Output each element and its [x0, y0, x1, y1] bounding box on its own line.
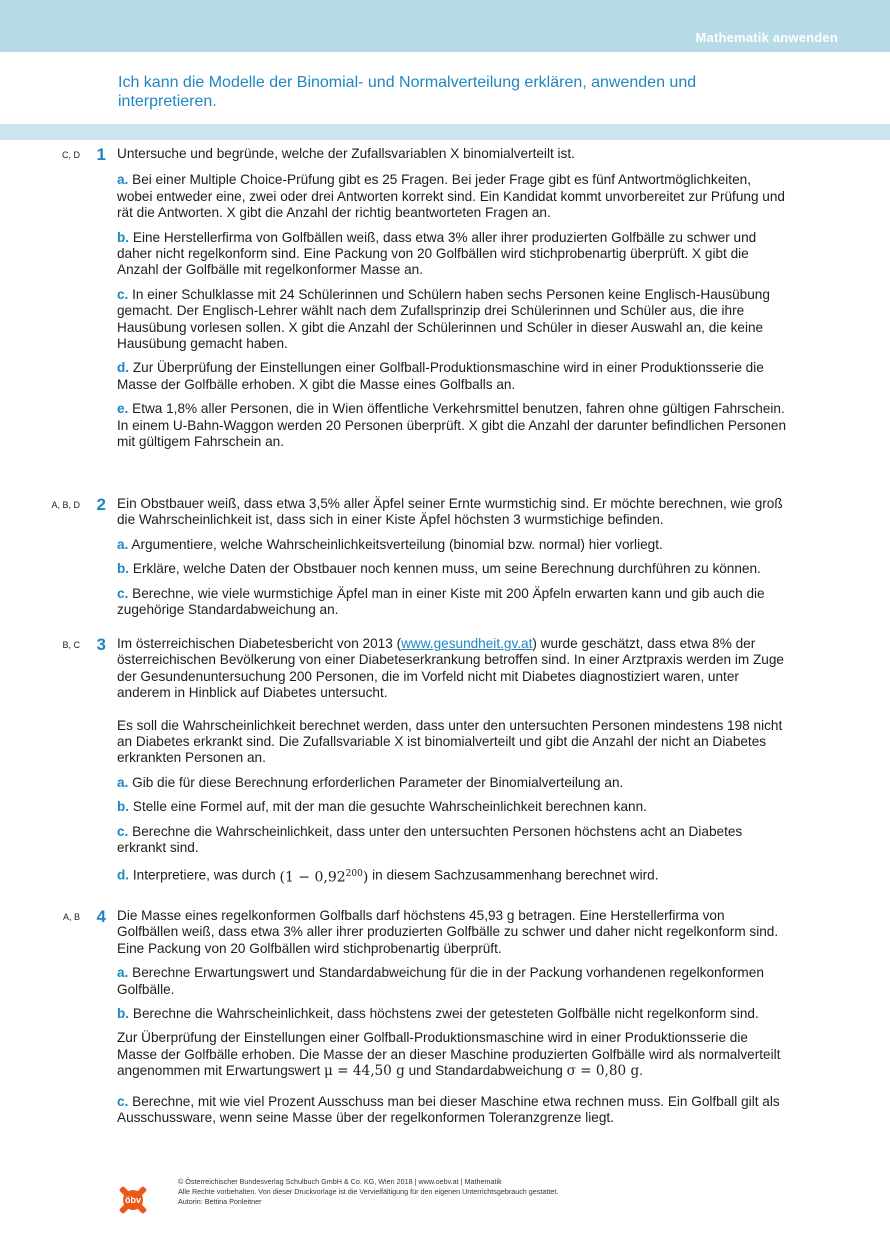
intro-text: ) wurde geschätzt, dass etwa 8% der österreichischen Bevölkerung von einer Diabeteserkrankung betroffen sind. In einer Arztpraxis werden im Zuge der Gesundenuntersuchung 200 Personen, die im Vorfeld nicht mit Diabetes diagnostiziert waren, unter anderem in Hinblick auf Diabetes untersucht.: [117, 636, 784, 701]
task-label: c.: [117, 286, 129, 302]
exercise-body: [117, 636, 789, 895]
banner-title: Mathematik anwenden: [695, 30, 838, 45]
task-text: Berechne die Wahrscheinlichkeit, dass höchstens zwei der getesteten Golfbälle nicht regelkonform sind.: [132, 1006, 759, 1022]
task-text: Etwa 1,8% aller Personen, die in Wien öffentliche Verkehrsmittel benutzen, fahren ohne gültigen Fahrschein. In einem U-Bahn-Waggon werden 20 Personen überprüft. X gibt die Anzahl der darunter befindlichen Personen mit gültigem Fahrschein an.: [117, 401, 787, 450]
footer-line: © Österreichischer Bundesverlag Schulbuch GmbH & Co. KG, Wien 2018 | www.oebv.at | Mathematik: [178, 1177, 502, 1186]
task-text: in diesem Sachzusammenhang berechnet wird.: [372, 868, 659, 884]
exercise-intro-2: [117, 1030, 789, 1079]
task-label: a.: [117, 965, 129, 981]
exercise-number: 4: [96, 907, 106, 926]
exercise-body: [117, 496, 789, 626]
source-link[interactable]: www.gesundheit.gv.at: [401, 636, 533, 651]
exercise-intro: Untersuche und begründe, welche der Zufallsvariablen X binomialverteilt ist.: [117, 146, 575, 161]
task-b: [117, 799, 789, 815]
task-label: a.: [117, 536, 129, 552]
task-label: d.: [117, 868, 130, 884]
task-label: c.: [117, 1093, 129, 1109]
mu-formula: μ = 44,50 g: [324, 1063, 405, 1080]
task-d: [117, 360, 789, 393]
task-label: a.: [117, 172, 129, 188]
exercise-tags: A, B: [62, 912, 80, 922]
exercise-tags: A, B, D: [51, 500, 80, 510]
sigma-formula: σ = 0,80 g: [566, 1063, 640, 1080]
task-a: [117, 537, 789, 553]
header-divider-band: [0, 124, 890, 140]
footer-line: Autorin: Bettina Ponleitner: [178, 1197, 262, 1206]
exercise-number: 1: [96, 145, 106, 164]
exercise-number: 2: [96, 495, 106, 514]
task-a: [117, 775, 789, 791]
task-text: Berechne Erwartungswert und Standardabweichung für die in der Packung vorhandenen regelkonformen Golfbälle.: [117, 965, 764, 997]
task-text: Gib die für diese Berechnung erforderlichen Parameter der Binomialverteilung an.: [132, 774, 624, 790]
exercise-number: 3: [96, 635, 106, 654]
exercise-intro: [117, 636, 789, 702]
task-label: d.: [117, 360, 130, 376]
exercise-tags: C, D: [62, 150, 80, 160]
task-e: [117, 401, 789, 450]
logo-text: öbv: [124, 1195, 142, 1205]
formula-exponent: 200: [345, 869, 363, 880]
exercise-tags: B, C: [62, 640, 80, 650]
header-banner: [0, 0, 890, 52]
exercise-intro: Die Masse eines regelkonformen Golfballs darf höchstens 45,93 g betragen. Eine Herstellerfirma von Golfbällen weiß, dass etwa 3% aller ihrer produzierten Golfbälle zu schwer und daher nicht regelkonform sind. Eine Packung von 20 Golfbällen wird stichprobenartig überprüft.: [117, 908, 779, 956]
task-label: b.: [117, 229, 130, 245]
task-label: c.: [117, 585, 129, 601]
task-c: [117, 586, 789, 619]
task-text: Argumentiere, welche Wahrscheinlichkeitsverteilung (binomial bzw. normal) hier vorliegt.: [131, 536, 663, 552]
task-c: [117, 824, 789, 857]
task-text: Zur Überprüfung der Einstellungen einer Golfball-Produktionsmaschine wird in einer Produktionsserie die Masse der Golfbälle erhoben. X gibt die Masse eines Golfballs an.: [117, 360, 764, 392]
task-label: b.: [117, 799, 130, 815]
task-text: Berechne, wie viele wurmstichige Äpfel man in einer Kiste mit 200 Äpfeln erwarten kann und gib auch die zugehörige Standardabweichung an.: [117, 585, 765, 618]
task-label: b.: [117, 561, 130, 577]
task-text: Eine Herstellerfirma von Golfbällen weiß, dass etwa 3% aller ihrer produzierten Golfbälle zu schwer und daher nicht regelkonform sind. Eine Packung von 20 Golfbällen wird stichprobenartig überprüft. X gibt die Anzahl der Golfbälle mit regelkonformer Masse an.: [117, 229, 757, 278]
formula: $(1 - 0,92^{200})$: [279, 869, 369, 887]
task-b: [117, 561, 789, 577]
task-text: Berechne die Wahrscheinlichkeit, dass unter den untersuchten Personen höchstens acht an Diabetes erkrankt sind.: [117, 823, 743, 856]
task-text: Interpretiere, was durch: [132, 868, 276, 884]
task-c: [117, 1094, 789, 1127]
intro-text: Zur Überprüfung der Einstellungen einer Golfball-Produktionsmaschine wird in einer Produktionsserie die Masse der Golfbälle erhoben. Die Masse der an dieser Maschine produzierten Golfbälle wird als normalverteilt angenommen mit Erwartungswert: [117, 1030, 781, 1079]
task-text: Erkläre, welche Daten der Obstbauer noch kennen muss, um seine Berechnung durchführen zu können.: [132, 561, 761, 577]
oebv-logo-icon: [116, 1183, 150, 1217]
task-text: Bei einer Multiple Choice-Prüfung gibt es 25 Fragen. Bei jeder Frage gibt es fünf Antwortmöglichkeiten, wobei entweder eine, zwei oder drei Antworten korrekt sind. Ein Kandidat kommt unvorbereitet zur Prüfung und rät die Antworten. X gibt die Anzahl der richtig beantworteten Fragen an.: [117, 172, 785, 221]
intro-text: Im österreichischen Diabetesbericht von 2013 (: [117, 636, 402, 651]
task-label: b.: [117, 1006, 130, 1022]
task-a: [117, 965, 789, 998]
intro-text: und Standardabweichung: [408, 1063, 563, 1079]
exercise-intro: Ein Obstbauer weiß, dass etwa 3,5% aller Äpfel seiner Ernte wurmstichig sind. Er möchte berechnen, wie groß die Wahrscheinlichkeit ist, dass sich in einer Kiste Äpfel höchsten 3 wurmstichige befinden.: [117, 496, 783, 528]
footer-legal: [178, 1177, 698, 1207]
learning-goal: Ich kann die Modelle der Binomial- und Normalverteilung erklären, anwenden und interpretieren.: [118, 74, 697, 110]
exercise-intro-2: Es soll die Wahrscheinlichkeit berechnet werden, dass unter den untersuchten Personen mindestens 198 nicht an Diabetes erkrankt sind. Die Zufallsvariable X ist binomialverteilt und gibt die Anzahl der nicht an Diabetes erkrankten Personen an.: [117, 717, 783, 766]
task-b: [117, 230, 789, 279]
footer-line: Alle Rechte vorbehalten. Von dieser Druckvorlage ist die Vervielfältigung für den eigenen Unterrichtsgebrauch gestattet.: [178, 1187, 559, 1196]
task-text: Stelle eine Formel auf, mit der man die gesuchte Wahrscheinlichkeit berechnen kann.: [132, 799, 647, 815]
task-text: Berechne, mit wie viel Prozent Ausschuss man bei dieser Maschine etwa rechnen muss. Ein Golfball gilt als Ausschussware, wenn seine Masse über der regelkonformen Toleranzgrenze liegt.: [117, 1093, 780, 1126]
formula-base: 1 − 0,92: [284, 870, 346, 887]
task-label: c.: [117, 823, 129, 839]
task-c: [117, 287, 789, 353]
task-text: In einer Schulklasse mit 24 Schülerinnen und Schülern haben sechs Personen keine Englisch-Hausübung gemacht. Der Englisch-Lehrer wählt nach dem Zufallsprinzip drei Schülerinnen und Schüler aus, die ihre Hausübung vorlesen sollen. X gibt die Anzahl der Schülerinnen und Schüler in dieser Auswahl an, die keine Hausübung gemacht haben.: [117, 286, 770, 352]
task-d: [117, 866, 789, 886]
exercise-body: [117, 908, 789, 1134]
task-label: a.: [117, 774, 129, 790]
intro-text: .: [639, 1063, 643, 1079]
task-a: [117, 172, 789, 221]
task-label: e.: [117, 401, 129, 417]
task-b: [117, 1006, 789, 1022]
exercise-body: [117, 146, 789, 459]
